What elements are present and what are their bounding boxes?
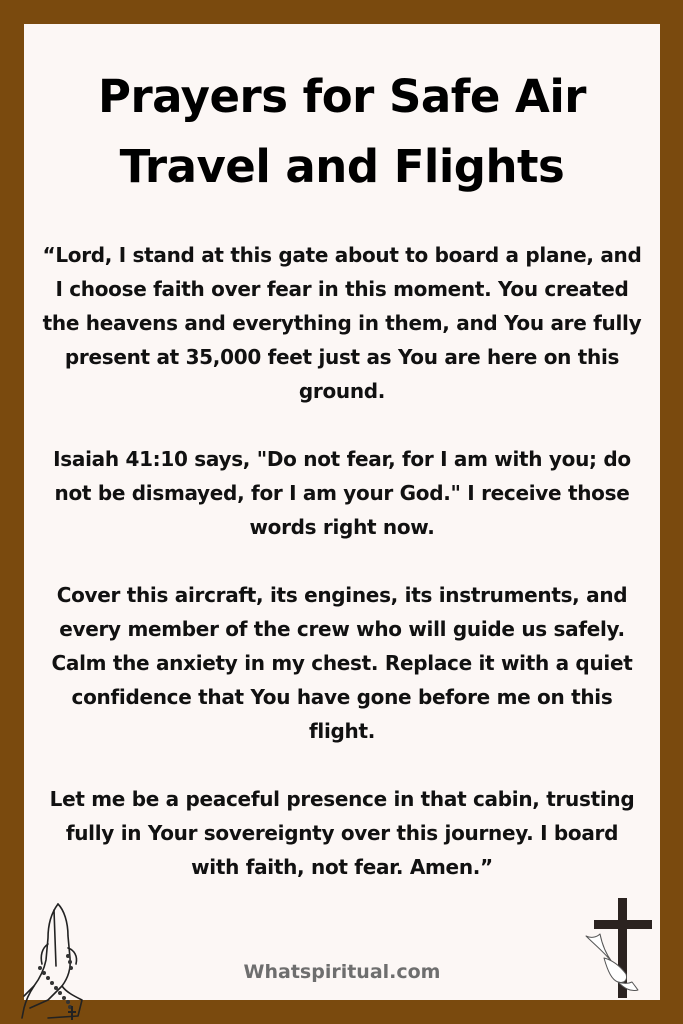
- prayer-card: [24, 24, 660, 1000]
- prayer-paragraph-2: Isaiah 41:10 says, "Do not fear, for I am with you; do not be dismayed, for I am your God." I receive those words right now.: [53, 447, 631, 539]
- prayer-body: [42, 238, 642, 918]
- prayer-paragraph-3: Cover this aircraft, its engines, its instruments, and every member of the crew who will guide us safely. Calm the anxiety in my chest. Replace it with a quiet confidence that You have gone before me on this flight.: [51, 583, 633, 743]
- prayer-paragraph-4: Let me be a peaceful presence in that cabin, trusting fully in Your sovereignty over this journey. I board with faith, not fear. Amen.”: [49, 787, 635, 879]
- cross-dove-icon: [582, 896, 662, 1000]
- page-title: [24, 62, 660, 202]
- title-line-2: Travel and Flights: [119, 140, 565, 193]
- title-line-1: Prayers for Safe Air: [98, 70, 586, 123]
- prayer-paragraph-1: “Lord, I stand at this gate about to board a plane, and I choose faith over fear in this moment. You created the heavens and everything in them, and You are fully present at 35,000 feet just as You are here on this ground.: [42, 243, 642, 403]
- praying-hands-icon: [18, 896, 90, 1020]
- site-credit: Whatspiritual.com: [243, 961, 441, 983]
